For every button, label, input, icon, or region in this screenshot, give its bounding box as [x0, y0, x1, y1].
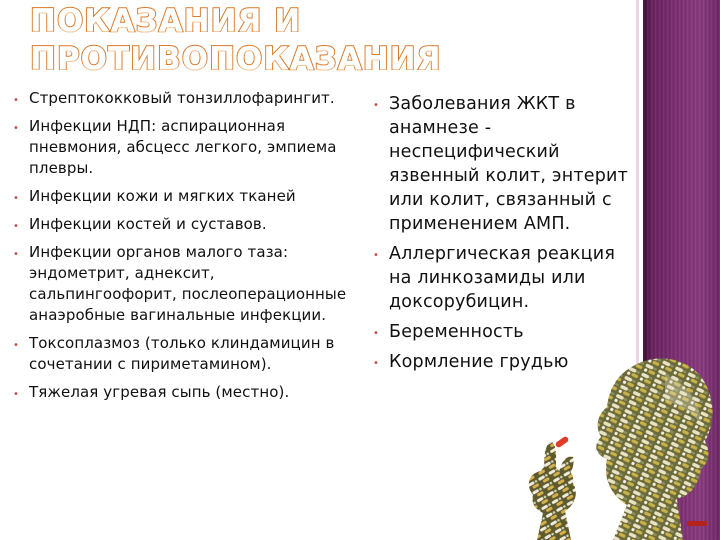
- list-item-text: Стрептококковый тонзиллофарингит.: [29, 89, 335, 107]
- list-item: [8, 214, 364, 235]
- list-item-text: Инфекции НДП: аспирационная пневмония, абсцесс легкого, эмпиема плевры.: [29, 117, 337, 177]
- list-item-text: Кормление грудью: [389, 352, 569, 372]
- list-item: [8, 88, 364, 109]
- bullet-icon: •: [13, 340, 19, 351]
- bullet-icon: •: [373, 328, 380, 339]
- list-item-text: Инфекции костей и суставов.: [29, 215, 267, 233]
- list-item: [8, 242, 364, 326]
- bullet-icon: •: [13, 95, 19, 106]
- bullet-icon: •: [13, 249, 19, 260]
- list-item-text: Аллергическая реакция на линкозамиды или доксорубицин.: [389, 244, 616, 312]
- title-line-1: ПОКАЗАНИЯ И: [30, 3, 302, 39]
- contraindications-list: [368, 92, 636, 380]
- pill-figure-svg: [515, 345, 720, 540]
- indications-list: [8, 88, 364, 410]
- list-item-text: Инфекции органов малого таза: эндометрит, аднексит, сальпингоофорит, послеоперационные анаэробные вагинальные инфекции.: [29, 243, 347, 324]
- list-item: [368, 92, 636, 236]
- list-item: [368, 242, 636, 314]
- list-item: [8, 333, 364, 375]
- bullet-icon: •: [373, 358, 380, 369]
- list-item: [8, 116, 364, 179]
- bullet-icon: •: [13, 123, 19, 134]
- list-item-text: Инфекции кожи и мягких тканей: [29, 187, 296, 205]
- list-item: [8, 382, 364, 403]
- list-item: [368, 320, 636, 344]
- pill-head-figure: [515, 345, 720, 540]
- list-item-text: Беременность: [389, 322, 524, 342]
- bullet-icon: •: [373, 100, 380, 111]
- list-item-text: Заболевания ЖКТ в анамнезе - неспецифический язвенный колит, энтерит или колит, связанный с применением АМП.: [389, 94, 628, 234]
- list-item: [8, 186, 364, 207]
- list-item-text: Токсоплазмоз (только клиндамицин в сочетании с пириметамином).: [29, 334, 335, 373]
- bullet-icon: •: [13, 193, 19, 204]
- slide-title: [30, 2, 630, 78]
- bullet-icon: •: [373, 250, 380, 261]
- bullet-icon: •: [13, 221, 19, 232]
- title-line-2: ПРОТИВОПОКАЗАНИЯ: [30, 41, 442, 77]
- bullet-icon: •: [13, 389, 19, 400]
- list-item-text: Тяжелая угревая сыпь (местно).: [29, 383, 290, 401]
